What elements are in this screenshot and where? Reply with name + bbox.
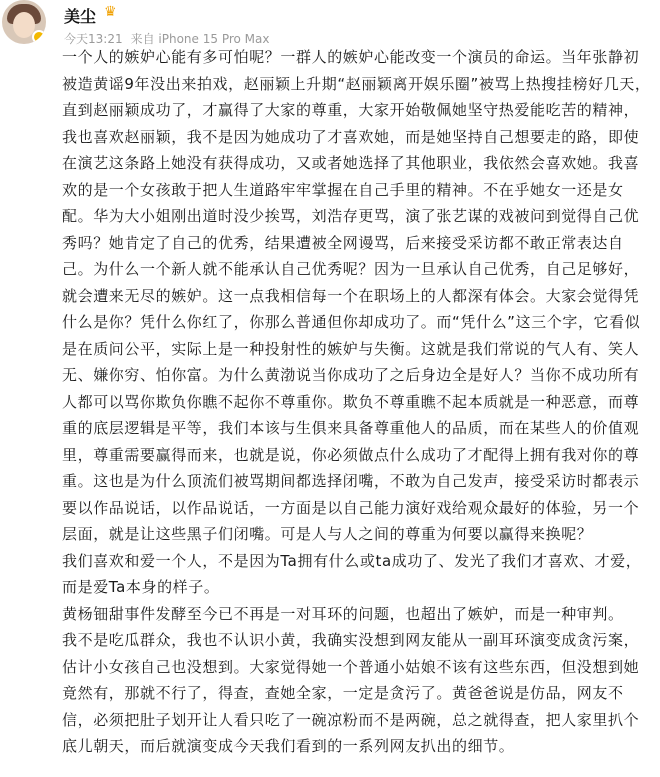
- paragraph-4: 我不是吃瓜群众，我也不认识小黄，我确实没想到网友能从一副耳环演变成贪污案，估计小女孩自己也没想到。大家觉得她一个普通小姑娘不该有这些东西，但没想到她竟然有，那就不行了，得查，查她全家，一定是贪污了。黄爸爸说是仿品，网友不信，必须把肚子划开让人看只吃了一碗凉粉而不是两碗，总之就得查，把人家里扒个底儿朝天，而后就演变成今天我们看到的一系列网友扒出的细节。: [62, 631, 640, 755]
- avatar[interactable]: [2, 0, 46, 44]
- crown-icon: ♛: [104, 4, 117, 20]
- paragraph-1: 一个人的嫉妒心能有多可怕呢？一群人的嫉妒心能改变一个演员的命运。当年张静初被造黄谣9年没出来拍戏，赵丽颖上升期“赵丽颖离开娱乐圈”被骂上热搜挂榜好几天，直到赵丽颖成功了，才赢得了大家的尊重，大家开始敬佩她坚守热爱能吃苦的精神，我也喜欢赵丽颖，我不是因为她成功了才喜欢她，而是她坚持自己想要走的路，即使在演艺这条路上她没有获得成功，又或者她选择了其他职业，我依然会喜欢她。我喜欢的是一个女孩敢于把人生道路牢牢掌握在自己手里的精神。不在乎她女一还是女配。华为大小姐刚出道时没少挨骂，刘浩存更骂，演了张艺谋的戏被问到觉得自己优秀吗？她肯定了自己的优秀，结果遭被全网谩骂，后来接受采访都不敢正常表达自己。为什么一个新人就不能承认自己优秀呢？因为一旦承认自己优秀，自己足够好，就会遭来无尽的嫉妒。这一点我相信每一个在职场上的人都深有体会。大家会觉得凭什么是你？凭什么你红了，你那么普通但你却成功了。而“凭什么”这三个字，它看似是在质问公平，实际上是一种投射性的嫉妒与失衡。这就是我们常说的气人有、笑人无、嫌你穷、怕你富。为什么黄渤说当你成功了之后身边全是好人？当你不成功所有人都可以骂你欺负你瞧不起你不尊重你。欺负不尊重瞧不起本质就是一种恶意，而尊重的底层逻辑是平等，我们本该与生俱来具备尊重他人的品质，而在某些人的价值观里，尊重需要赢得而来，也就是说，你必须做点什么成功了才配得上拥有我对你的尊重。这也是为什么顶流们被骂期间都选择闭嘴，不敢为自己发声，接受采访时都表示要以作品说话，以作品说话，一方面是以自己能力演好戏给观众最好的体验，另一个层面，就是让这些黑子们闭嘴。可是人与人之间的尊重为何要以赢得来换呢？: [62, 48, 651, 543]
- post-content: [62, 44, 652, 760]
- paragraph-2: 我们喜欢和爱一个人，不是因为Ta拥有什么或ta成功了、发光了我们才喜欢、才爱，而是爱Ta本身的样子。: [62, 551, 642, 596]
- verified-badge-icon: [32, 30, 46, 44]
- post-source: 来自 iPhone 15 Pro Max: [130, 32, 270, 46]
- post-time: 今天13:21: [64, 32, 123, 46]
- username[interactable]: 美尘: [64, 7, 97, 26]
- paragraph-3: 黄杨钿甜事件发酵至今已不再是一对耳环的问题，也超出了嫉妒，而是一种审判。: [62, 604, 624, 623]
